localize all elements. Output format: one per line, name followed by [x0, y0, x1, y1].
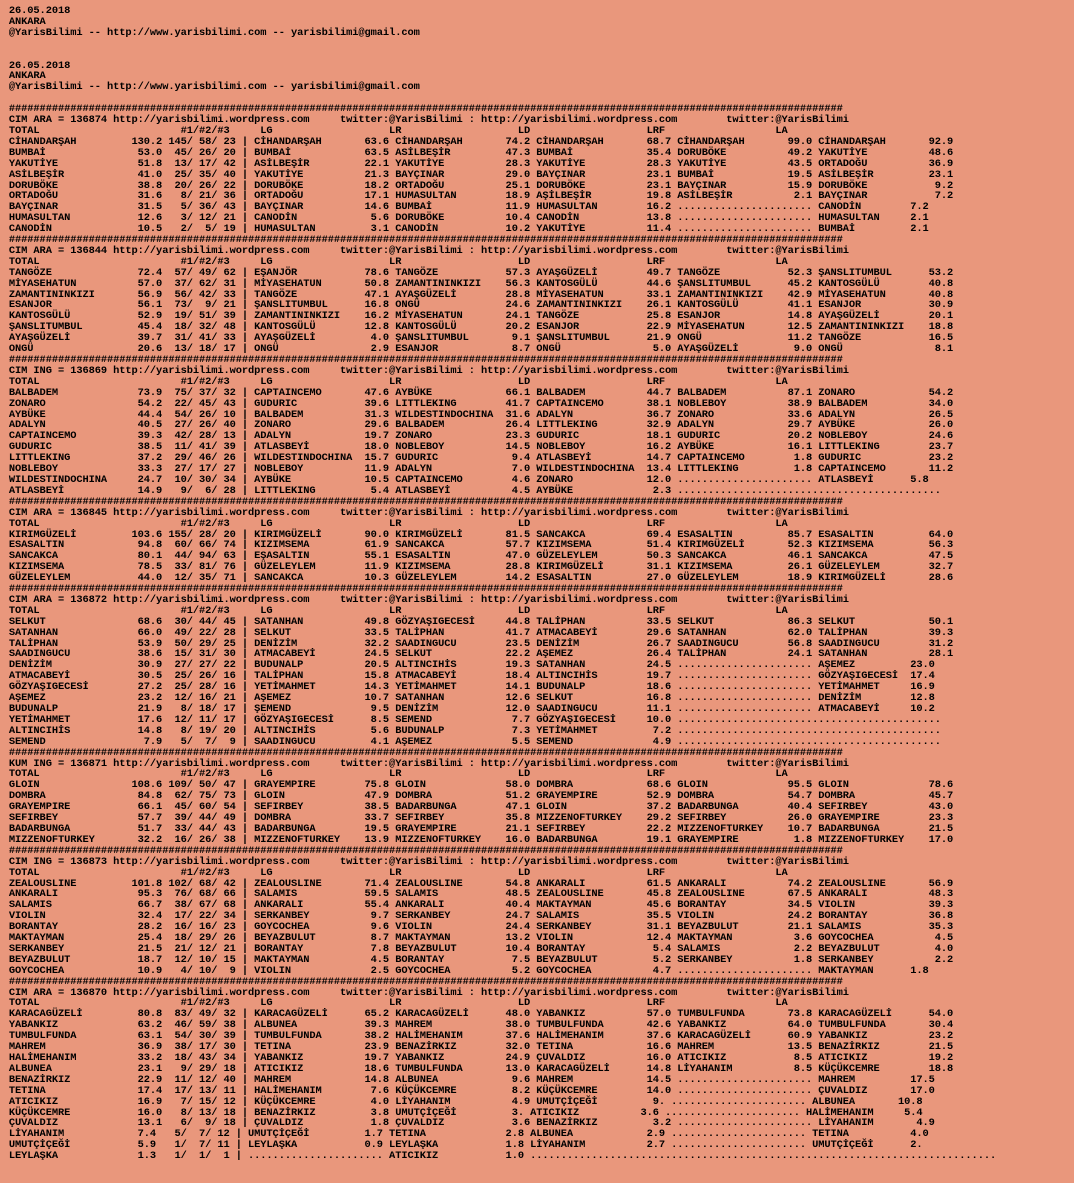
report-line: KIRIMGÜZELİ 103.6 155/ 28/ 20 | KIRIMGÜZELİ 90.0 KIRIMGÜZELİ 81.5 SANCAKCA 69.4 ESASALTIN 85.7 ESASALTIN 64.0 — [8, 528, 954, 541]
contact-line: @YarisBilimi -- http://www.yarisbilimi.com -- yarisbilimi@gmail.com — [8, 26, 420, 39]
race-header-line: CIM ARA = 136874 http://yarisbilimi.wordpress.com twitter:@YarisBilimi : http://yarisbilimi.wordpress.com twitter:@YarisBilimi — [8, 114, 849, 127]
report-line: ADALYN 40.5 27/ 26/ 40 | ZONARO 29.6 BALBADEM 26.4 LITTLEKING 32.9 ADALYN 29.7 AYBÜKE 26.0 — [8, 419, 954, 432]
report-line: TANGÖZE 72.4 57/ 49/ 62 | EŞANJÖR 78.6 TANGÖZE 57.3 AYAŞGÜZELİ 49.7 TANGÖZE 52.3 ŞANSLITUMBUL 53.2 — [8, 266, 954, 279]
report-line: ESANJOR 56.1 73/ 9/ 21 | ŞANSLITUMBUL 16.8 ONGÜ 24.6 ZAMANTININKIZI 26.1 KANTOSGÜLÜ 41.1 ESANJOR 30.9 — [8, 299, 954, 312]
report-line: ŞANSLITUMBUL 45.4 18/ 32/ 48 | KANTOSGÜLÜ 12.8 KANTOSGÜLÜ 20.2 ESANJOR 22.9 MİYASEHATUN 12.5 ZAMANTININKIZI 18.8 — [8, 321, 954, 334]
separator-line: ######################################################################################################################################## — [8, 583, 843, 596]
report-line: ZAMANTININKIZI 56.9 56/ 42/ 33 | TANGÖZE 47.1 AYAŞGÜZELİ 28.8 MİYASEHATUN 33.1 ZAMANTININKIZI 42.9 MİYASEHATUN 40.8 — [8, 288, 954, 301]
race-header-line: CIM ING = 136873 http://yarisbilimi.wordpress.com twitter:@YarisBilimi : http://yarisbilimi.wordpress.com twitter:@YarisBilimi — [8, 855, 849, 868]
separator-line: ######################################################################################################################################## — [8, 354, 843, 366]
separator-line: ######################################################################################################################################## — [8, 746, 843, 759]
report-line: DOMBRA 84.8 62/ 75/ 73 | GLOIN 47.9 DOMBRA 51.2 GRAYEMPIRE 52.9 DOMBRA 54.7 DOMBRA 45.7 — [8, 790, 954, 803]
report-line: BORANTAY 28.2 16/ 16/ 23 | GOYCOCHEA 9.6 VIOLIN 24.4 SERKANBEY 31.1 BEYAZBULUT 21.1 SALAMIS 35.3 — [8, 921, 954, 934]
report-line: GÜZELEYLEM 44.0 12/ 35/ 71 | SANCAKCA 10.3 GÜZELEYLEM 14.2 ESASALTIN 27.0 GÜZELEYLEM 18.9 KIRIMGÜZELİ 28.6 — [8, 572, 954, 585]
report-line: MAKTAYMAN 25.4 18/ 29/ 26 | BEYAZBULUT 8.7 MAKTAYMAN 13.2 VIOLIN 12.4 MAKTAYMAN 3.6 GOYCOCHEA 4.5 — [8, 932, 954, 945]
report-line: GUDURIC 38.5 11/ 41/ 39 | ATLASBEYİ 18.0 NOBLEBOY 14.5 NOBLEBOY 16.2 AYBÜKE 16.1 LITTLEKING 23.7 — [8, 441, 954, 454]
report-line: VIOLIN 32.4 17/ 22/ 34 | SERKANBEY 9.7 SERKANBEY 24.7 SALAMIS 35.5 VIOLIN 24.2 BORANTAY 36.8 — [8, 910, 954, 923]
city-line: ANKARA — [8, 15, 46, 28]
column-header-line: TOTAL #1/#2/#3 LG LR LD LRF LA — [8, 866, 788, 879]
report-line: AŞEMEZ 23.2 12/ 16/ 21 | AŞEMEZ 10.7 SATANHAN 12.6 SELKUT 16.8 ...................... DENİZİM 12.8 — [8, 692, 935, 705]
report-line: SANCAKCA 80.1 44/ 94/ 63 | EŞASALTIN 55.1 ESASALTIN 47.0 GÜZELEYLEM 50.3 SANCAKCA 46.1 SANCAKCA 47.5 — [8, 550, 954, 563]
report-line: GLOIN 108.6 109/ 50/ 47 | GRAYEMPIRE 75.8 GLOIN 58.0 DOMBRA 68.6 GLOIN 95.5 GLOIN 78.6 — [8, 779, 954, 792]
race-header-line: CIM ARA = 136844 http://yarisbilimi.wordpress.com twitter:@YarisBilimi : http://yarisbilimi.wordpress.com twitter:@YarisBilimi — [8, 244, 849, 257]
report-line: MAHREM 36.9 38/ 17/ 30 | TETINA 23.9 BENAZİRKIZ 32.0 TETINA 16.6 MAHREM 13.5 BENAZİRKIZ 21.5 — [8, 1041, 954, 1054]
race-header-line: CIM ARA = 136870 http://yarisbilimi.wordpress.com twitter:@YarisBilimi : http://yarisbilimi.wordpress.com twitter:@YarisBilimi — [8, 986, 849, 999]
report-line: ÇUVALDIZ 13.1 6/ 9/ 18 | ÇUVALDIZ 1.8 ÇUVALDIZ 3.6 BENAZİRKIZ 3.2 ...................... LİYAHANIM 4.9 — [8, 1117, 935, 1130]
report-line: KÜÇÜKCEMRE 16.0 8/ 13/ 18 | BENAZİRKIZ 3.8 UMUTÇİÇEĞİ 3. ATICIKIZ 3.6 ...................... HALİMEHANIM 5.4 — [8, 1106, 923, 1119]
report-line: DENİZİM 30.9 27/ 27/ 22 | BUDUNALP 20.5 ALTINCIHİS 19.3 SATANHAN 24.5 ...................... AŞEMEZ 23.0 — [8, 659, 935, 672]
column-header-line: TOTAL #1/#2/#3 LG LR LD LRF LA — [8, 517, 788, 530]
column-header-line: TOTAL #1/#2/#3 LG LR LD LRF LA — [8, 768, 788, 781]
report-line: ZEALOUSLINE 101.8 102/ 68/ 42 | ZEALOUSLINE 71.4 ZEALOUSLINE 54.8 ANKARALI 61.5 ANKARALI 74.2 ZEALOUSLINE 56.9 — [8, 877, 954, 890]
report-line: KARACAGÜZELİ 80.8 83/ 49/ 32 | KARACAGÜZELİ 65.2 KARACAGÜZELİ 48.0 YABANKIZ 57.0 TUMBULFUNDA 73.8 KARACAGÜZELİ 54.0 — [8, 1008, 954, 1021]
report-line: LEYLAŞKA 1.3 1/ 1/ 1 | ...................... ATICIKIZ 1.0 ............................................................................ — [8, 1150, 997, 1163]
report-line: BAYÇINAR 31.5 5/ 36/ 43 | BAYÇINAR 14.6 BUMBAİ 11.9 HUMASULTAN 16.2 ...................... CANODİN 7.2 — [8, 201, 929, 214]
report-line: KIZIMSEMA 78.5 33/ 81/ 76 | GÜZELEYLEM 11.9 KIZIMSEMA 28.8 KIRIMGÜZELİ 31.1 KIZIMSEMA 26.1 GÜZELEYLEM 32.7 — [8, 561, 954, 574]
report-line: ANKARALI 95.3 76/ 68/ 66 | SALAMIS 59.5 SALAMIS 48.5 ZEALOUSLINE 45.8 ZEALOUSLINE 67.5 ANKARALI 48.3 — [8, 888, 954, 901]
report-line: BALBADEM 73.9 75/ 37/ 32 | CAPTAINCEMO 47.6 AYBÜKE 66.1 BALBADEM 44.7 BALBADEM 87.1 ZONARO 54.2 — [8, 386, 954, 399]
report-line: ATICIKIZ 16.9 7/ 15/ 12 | KÜÇÜKCEMRE 4.0 LİYAHANIM 4.9 UMUTÇİÇEĞİ 9. ...................... ALBUNEA 10.8 — [8, 1095, 923, 1108]
report-line: HALİMEHANIM 33.2 18/ 43/ 34 | YABANKIZ 19.7 YABANKIZ 24.9 ÇUVALDIZ 16.0 ATICIKIZ 8.5 ATICIKIZ 19.2 — [8, 1052, 954, 1064]
race-header-line: CIM ARA = 136845 http://yarisbilimi.wordpress.com twitter:@YarisBilimi : http://yarisbilimi.wordpress.com twitter:@YarisBilimi — [8, 506, 849, 519]
report-line: WILDESTINDOCHINA 24.7 10/ 30/ 34 | AYBÜKE 10.5 CAPTAINCEMO 4.6 ZONARO 12.0 ...................... ATLASBEYİ 5.8 — [8, 473, 929, 486]
report-line: YABANKIZ 63.2 46/ 59/ 38 | ALBUNEA 39.3 MAHREM 38.0 TUMBULFUNDA 42.6 YABANKIZ 64.0 TUMBULFUNDA 30.4 — [8, 1019, 954, 1032]
report-line: ASİLBEŞİR 41.0 25/ 35/ 40 | YAKUTİYE 21.3 BAYÇINAR 29.0 BAYÇINAR 23.1 BUMBAİ 19.5 ASİLBEŞİR 23.1 — [8, 168, 954, 181]
separator-line: ######################################################################################################################################## — [8, 975, 843, 988]
report-line: BADARBUNGA 51.7 33/ 44/ 43 | BADARBUNGA 19.5 GRAYEMPIRE 21.1 SEFIRBEY 22.2 MIZZENOFTURKEY 10.7 BADARBUNGA 21.5 — [8, 822, 954, 835]
report-line: ATMACABEYİ 30.5 25/ 26/ 16 | TALİPHAN 15.8 ATMACABEYİ 18.4 ALTINCIHİS 19.7 ...................... GÖZYAŞIGECESİ 17.4 — [8, 670, 935, 683]
column-header-line: TOTAL #1/#2/#3 LG LR LD LRF LA — [8, 124, 788, 137]
report-line: MİYASEHATUN 57.0 37/ 62/ 31 | MİYASEHATUN 50.8 ZAMANTININKIZI 56.3 KANTOSGÜLÜ 44.6 ŞANSLITUMBUL 45.2 KANTOSGÜLÜ 40.8 — [8, 277, 954, 290]
report-line: KANTOSGÜLÜ 52.9 19/ 51/ 39 | ZAMANTININKIZI 16.2 MİYASEHATUN 24.1 TANGÖZE 25.8 ESANJOR 14.8 AYAŞGÜZELİ 20.1 — [8, 310, 954, 323]
column-header-line: TOTAL #1/#2/#3 LG LR LD LRF LA — [8, 375, 788, 388]
report-line: MIZZENOFTURKEY 32.2 16/ 26/ 38 | MIZZENOFTURKEY 13.9 MIZZENOFTURKEY 16.0 BADARBUNGA 19.1 GRAYEMPIRE 1.8 MIZZENOFTURKEY 17.0 — [8, 833, 954, 846]
report-line: CANODİN 10.5 2/ 5/ 19 | HUMASULTAN 3.1 CANODİN 10.2 YAKUTİYE 11.4 ...................... BUMBAİ 2.1 — [8, 223, 929, 236]
column-header-line: TOTAL #1/#2/#3 LG LR LD LRF LA — [8, 255, 788, 268]
report-line: SELKUT 68.6 30/ 44/ 45 | SATANHAN 49.8 GÖZYAŞIGECESİ 44.8 TALİPHAN 33.5 SELKUT 86.3 SELKUT 50.1 — [8, 615, 954, 628]
contact-line: @YarisBilimi -- http://www.yarisbilimi.com -- yarisbilimi@gmail.com — [8, 81, 420, 94]
report-line: GÖZYAŞIGECESİ 27.2 25/ 28/ 16 | YETİMAHMET 14.3 YETİMAHMET 14.1 BUDUNALP 18.6 ...................... YETİMAHMET 16.9 — [8, 681, 935, 694]
report-line: TETINA 17.4 17/ 13/ 11 | HALİMEHANIM 7.6 KÜÇÜKCEMRE 8.2 KÜÇÜKCEMRE 14.0 ...................... ÇUVALDIZ 17.0 — [8, 1084, 935, 1097]
report-line: HUMASULTAN 12.6 3/ 12/ 21 | CANODİN 5.6 DORUBÖKE 10.4 CANODİN 13.8 ...................... HUMASULTAN 2.1 — [8, 212, 929, 225]
date-line: 26.05.2018 — [8, 59, 71, 72]
report-line: TALİPHAN 53.9 50/ 29/ 25 | DENİZİM 32.2 SAADINGUCU 23.5 DENİZİM 26.7 SAADINGUCU 56.8 SAADINGUCU 31.2 — [8, 637, 954, 650]
report-line: UMUTÇİÇEĞİ 5.9 1/ 7/ 11 | LEYLAŞKA 0.9 LEYLAŞKA 1.8 LİYAHANIM 2.7 ...................... UMUTÇİÇEĞİ 2. — [8, 1139, 923, 1152]
report-line: BENAZİRKIZ 22.9 11/ 12/ 40 | MAHREM 14.8 ALBUNEA 9.6 MAHREM 14.5 ...................... MAHREM 17.5 — [8, 1073, 935, 1086]
report-line: SATANHAN 66.0 49/ 22/ 28 | SELKUT 33.5 TALİPHAN 41.7 ATMACABEYİ 29.6 SATANHAN 62.0 TALİPHAN 39.3 — [8, 626, 954, 639]
report-line: NOBLEBOY 33.3 27/ 17/ 27 | NOBLEBOY 11.9 ADALYN 7.0 WILDESTINDOCHINA 13.4 LITTLEKING 1.8 CAPTAINCEMO 11.2 — [8, 463, 954, 476]
column-header-line: TOTAL #1/#2/#3 LG LR LD LRF LA — [8, 604, 788, 617]
separator-line: ######################################################################################################################################## — [8, 234, 843, 247]
report-line: GOYCOCHEA 10.9 4/ 10/ 9 | VIOLIN 2.5 GOYCOCHEA 5.2 GOYCOCHEA 4.7 ...................... MAKTAYMAN 1.8 — [8, 964, 929, 977]
report-line: YETİMAHMET 17.6 12/ 11/ 17 | GÖZYAŞIGECESİ 8.5 SEMEND 7.7 GÖZYAŞIGECESİ 10.0 ........................................... — [8, 713, 941, 726]
report-line: ONGÜ 20.6 13/ 18/ 17 | ONGÜ 2.9 ESANJOR 8.7 ONGÜ 5.0 AYAŞGÜZELİ 9.0 ONGÜ 8.1 — [8, 343, 954, 356]
report-line: BUDUNALP 21.9 8/ 18/ 17 | ŞEMEND 9.5 DENİZİM 12.0 SAADINGUCU 11.1 ...................... ATMACABEYİ 10.2 — [8, 703, 935, 715]
report-line: SEMEND 7.9 5/ 7/ 9 | SAADINGUCU 4.1 AŞEMEZ 5.5 SEMEND 4.9 ........................................... — [8, 735, 941, 748]
report-line: ATLASBEYİ 14.9 9/ 6/ 28 | LITTLEKING 5.4 ATLASBEYİ 4.5 AYBÜKE 2.3 ........................................... — [8, 484, 941, 497]
report-line: SEFIRBEY 57.7 39/ 44/ 49 | DOMBRA 33.7 SEFIRBEY 35.8 MIZZENOFTURKEY 29.2 SEFIRBEY 26.0 GRAYEMPIRE 23.3 — [8, 812, 954, 825]
race-header-line: CIM ING = 136869 http://yarisbilimi.wordpress.com twitter:@YarisBilimi : http://yarisbilimi.wordpress.com twitter:@YarisBilimi — [8, 364, 849, 377]
report-line: LİYAHANIM 7.4 5/ 7/ 12 | UMUTÇİÇEĞİ 1.7 TETINA 2.8 ALBUNEA 2.9 ...................... TETINA 4.0 — [8, 1128, 929, 1141]
report-line: CAPTAINCEMO 39.3 42/ 28/ 13 | ADALYN 19.7 ZONARO 23.3 GUDURIC 18.1 GUDURIC 20.2 NOBLEBOY 24.6 — [8, 430, 954, 443]
report-line: BEYAZBULUT 18.7 12/ 10/ 15 | MAKTAYMAN 4.5 BORANTAY 7.5 BEYAZBULUT 5.2 SERKANBEY 1.8 SERKANBEY 2.2 — [8, 953, 954, 966]
report-line: DORUBÖKE 38.8 20/ 26/ 22 | DORUBÖKE 18.2 ORTADOĞU 25.1 DORUBÖKE 23.1 BAYÇINAR 15.9 DORUBÖKE 9.2 — [8, 179, 954, 192]
separator-line: ######################################################################################################################################## — [8, 103, 843, 116]
report-line: ZONARO 54.2 22/ 45/ 43 | GUDURIC 39.6 LITTLEKING 41.7 CAPTAINCEMO 38.1 NOBLEBOY 38.9 BALBADEM 34.0 — [8, 397, 954, 410]
report-line: AYBÜKE 44.4 54/ 26/ 10 | BALBADEM 31.3 WILDESTINDOCHINA 31.6 ADALYN 36.7 ZONARO 33.6 ADALYN 26.5 — [8, 408, 954, 421]
report-line: ORTADOĞU 31.6 8/ 21/ 36 | ORTADOĞU 17.1 HUMASULTAN 18.9 AŞİLBEŞİR 19.8 ASİLBEŞİR 2.1 BAYÇINAR 7.2 — [8, 190, 954, 203]
report-line: SALAMIS 66.7 38/ 67/ 68 | ANKARALI 55.4 ANKARALI 40.4 MAKTAYMAN 45.6 BORANTAY 34.5 VIOLIN 39.3 — [8, 899, 954, 912]
separator-line: ######################################################################################################################################## — [8, 844, 843, 857]
report-line: ALBUNEA 23.1 9/ 29/ 18 | ATICIKIZ 18.6 TUMBULFUNDA 13.0 KARACAGÜZELİ 14.8 LİYAHANIM 8.5 KÜÇÜKCEMRE 18.8 — [8, 1062, 954, 1075]
column-header-line: TOTAL #1/#2/#3 LG LR LD LRF LA — [8, 997, 788, 1010]
report-line: SERKANBEY 21.5 21/ 12/ 21 | BORANTAY 7.8 BEYAZBULUT 10.4 BORANTAY 5.4 SALAMIS 2.2 BEYAZBULUT 4.0 — [8, 942, 954, 955]
report-line: SAADINGUCU 38.6 15/ 31/ 30 | ATMACABEYİ 24.5 SELKUT 22.2 AŞEMEZ 26.4 TALİPHAN 24.1 SATANHAN 28.1 — [8, 648, 954, 661]
date-line: 26.05.2018 — [8, 5, 71, 17]
report-line: LITTLEKING 37.2 29/ 46/ 26 | WILDESTINDOCHINA 15.7 GUDURIC 9.4 ATLASBEYİ 14.7 CAPTAINCEMO 1.8 GUDURIC 23.2 — [8, 452, 954, 465]
report-line: BUMBAİ 53.0 45/ 26/ 20 | BUMBAİ 63.5 ASİLBEŞİR 47.3 BUMBAİ 35.4 DORUBÖKE 49.2 YAKUTİYE 48.6 — [8, 146, 954, 159]
report-line: YAKUTİYE 51.8 13/ 17/ 42 | ASİLBEŞİR 22.1 YAKUTİYE 28.3 YAKUTİYE 28.3 YAKUTİYE 43.5 ORTADOĞU 36.9 — [8, 157, 954, 170]
report-line: TUMBULFUNDA 63.1 54/ 30/ 39 | TUMBULFUNDA 38.2 HALİMEHANIM 37.6 HALİMEHANIM 37.6 KARACAGÜZELİ 60.9 YABANKIZ 23.2 — [8, 1030, 954, 1043]
report-line: AYAŞGÜZELİ 39.7 31/ 41/ 33 | AYAŞGÜZELİ 4.0 ŞANSLITUMBUL 9.1 ŞANSLITUMBUL 21.9 ONGÜ 11.2 TANGÖZE 16.5 — [8, 332, 954, 345]
race-header-line: CIM ARA = 136872 http://yarisbilimi.wordpress.com twitter:@YarisBilimi : http://yarisbilimi.wordpress.com twitter:@YarisBilimi — [8, 593, 849, 606]
report-line — [9, 50, 1062, 61]
report-line: GRAYEMPIRE 66.1 45/ 60/ 54 | SEFIRBEY 38.5 BADARBUNGA 47.1 GLOIN 37.2 BADARBUNGA 40.4 SEFIRBEY 43.0 — [8, 801, 954, 814]
report-line: ALTINCIHİS 14.8 8/ 19/ 20 | ALTINCIHİS 5.6 BUDUNALP 7.3 YETİMAHMET 7.2 ........................................... — [8, 724, 941, 737]
city-line: ANKARA — [8, 70, 46, 83]
report-line: CİHANDARŞAH 130.2 145/ 58/ 23 | CİHANDARŞAH 63.6 CİHANDARŞAH 74.2 CİHANDARŞAH 68.7 CİHANDARŞAH 99.0 CİHANDARŞAH 92.9 — [8, 135, 954, 148]
report-line — [9, 39, 1062, 50]
separator-line: ######################################################################################################################################## — [8, 495, 843, 508]
race-header-line: KUM ING = 136871 http://yarisbilimi.wordpress.com twitter:@YarisBilimi : http://yarisbilimi.wordpress.com twitter:@YarisBilimi — [8, 757, 849, 770]
report-line: ESASALTIN 94.8 60/ 66/ 74 | KIZIMSEMA 61.9 SANCAKCA 57.7 KIZIMSEMA 51.4 KIRIMGÜZELİ 52.3 KIZIMSEMA 56.3 — [8, 539, 954, 552]
